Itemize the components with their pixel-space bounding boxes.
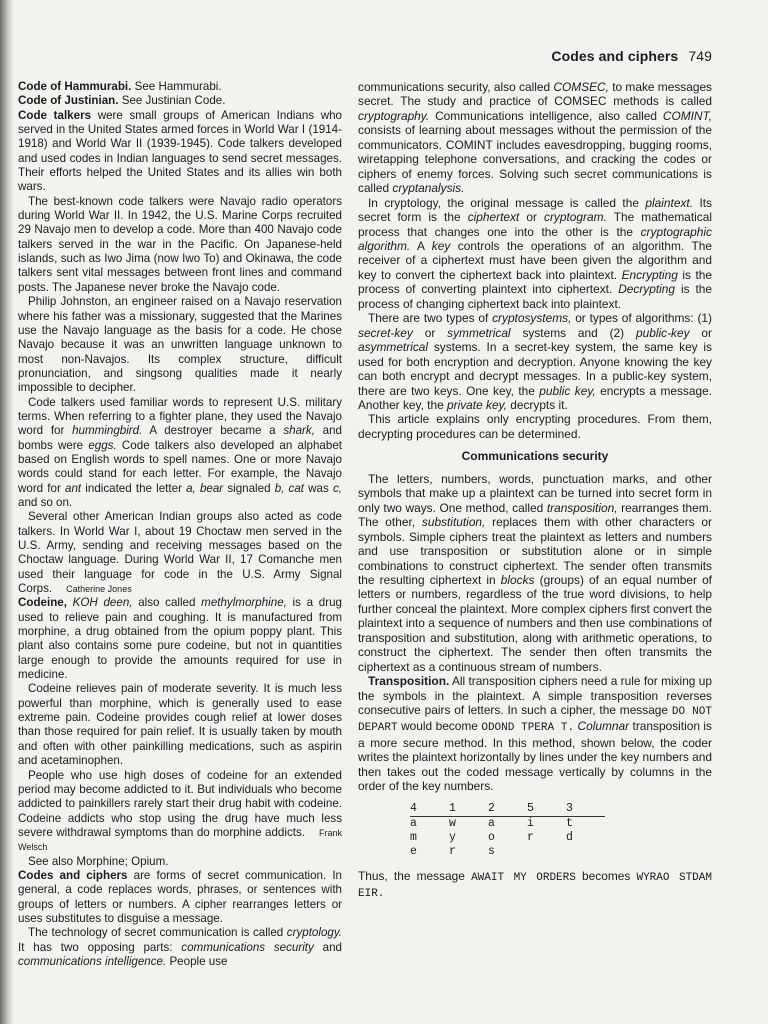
paragraph: Codeine relieves pain of moderate severity. It is much less powerful than morphine, which is generally used to ease extreme pain. Codeine provides cough relief at lower doses than those required for pain relief. It is usually taken by mouth and often with other painkilling medications, such as aspirin and acetaminophen. [18,682,342,768]
cell: t [566,816,573,830]
italic-term: shark, [283,424,315,438]
italic-term: hummingbird. [72,424,143,438]
italic-term: eggs. [88,438,117,452]
paragraph [18,926,342,969]
cell: a [488,816,495,830]
text-run: (groups) of an equal number of letters or numbers, regardless of the true word divisions, to help further conceal the plaintext. More complex ciphers first convert the plaintext into a sequence of numbers and then use combinations of transposition and substitution, along with arithmetic operations, to construct the ciphertext. The sender then often transmits the ciphertext as a continuous stream of numbers. [358,572,712,674]
author-signature: Frank Welsch [18,827,342,853]
italic-term: COMINT, [662,108,712,123]
example-message: AWAIT MY ORDERS [471,871,576,884]
section-subheading: Communications security [461,449,609,464]
text-run: is a drug used to relieve pain and coughing. It is manufactured from morphine, a drug obtained from the opium poppy plant. This plant also contains some pure codeine, but not in quantities large enough to provide the amounts required for use in medicine. [18,596,342,682]
italic-term: b, cat [274,481,304,495]
key-number: 5 [527,802,566,817]
example-ciphertext: ODOND TPERA T. [481,722,575,735]
italic-term: COMSEC, [553,80,609,94]
text-run: rearranges them. The other, [358,500,712,530]
italic-term: Columnar [577,719,630,734]
text-run: People use [166,954,228,968]
cell [566,845,605,859]
italic-term: ant [65,481,82,495]
text-run: becomes [575,868,637,883]
text-run: to make messages secret. The study and practice of COMSEC methods is called [358,80,713,109]
text-run: and so on. [18,495,73,509]
text-run: and bombs were [18,424,342,452]
paragraph [358,311,712,412]
header-title: Codes and ciphers [551,48,679,64]
pronunciation: KOH deen, [66,596,133,610]
entry-code-talkers [18,109,342,195]
entry-codes-and-ciphers [18,869,342,926]
italic-term: Decrypting [618,282,676,297]
see-also: See also Morphine; Opium. [28,854,169,868]
text-run: Communications intelligence, also called [429,108,663,123]
text-run: In cryptology, the original message is called the [368,195,646,210]
entry-codeine [18,596,342,682]
italic-term: plaintext. [645,195,693,210]
paragraph [358,196,712,312]
italic-term: blocks [500,572,535,587]
italic-term: cryptology. [286,926,342,940]
entry-term: Codes and ciphers [18,868,128,882]
text-run: indicated the letter [81,481,187,495]
cell: w [449,816,456,830]
example-message: DO NOT DEPART [358,706,712,735]
text-run: would become [397,719,482,734]
cell: m [410,830,417,844]
italic-term: substitution, [421,515,486,530]
left-column [18,80,342,969]
text-run: Thus, the message [358,868,472,883]
text-run: is the process of changing ciphertext back into plaintext. [358,282,712,311]
table-row [410,816,605,831]
text-run: encrypts a message. Another key, the [358,383,713,412]
text-run: It has two opposing parts: [18,940,182,954]
paragraph [358,80,712,196]
cell: d [566,830,573,844]
text-run: is the process of converting plaintext into ciphertext. [358,267,712,297]
text-run: or [689,325,712,340]
text-run: also called [132,596,202,610]
entry-code-of-justinian [18,94,342,108]
example-ciphertext: WYRAO STDAM EIR. [358,871,712,901]
entry-term: Code talkers [18,108,92,122]
italic-term: public-key [636,325,690,340]
italic-term: ciphertext [467,210,520,225]
cell: o [488,830,495,844]
key-number: 4 [410,802,449,817]
entry-term: Code of Justinian. [18,94,119,108]
paragraph [358,674,712,794]
page-number: 749 [688,48,712,64]
columnar-transposition-table [410,802,605,859]
text-run: and [313,940,342,954]
italic-term: cryptanalysis. [392,181,465,196]
cell: y [449,830,456,844]
text-run: Its secret form is the [358,195,712,225]
italic-term: cryptography. [358,108,430,123]
text-run: transposition is a more secure method. In this method, shown below, the coder writes the plaintext horizontally by lines under the key numbers and then takes out the coded message vertically by columns in the order of the key numbers. [358,719,712,794]
text-run: controls the operations of an algorithm. The receiver of a ciphertext must have been given the algorithm and key to convert the ciphertext back into plaintext. [358,238,712,282]
text-run: The letters, numbers, words, punctuation marks, and other symbols that make up a plaintext can be turned into secret form in only two ways. One method, called [358,471,712,515]
italic-term: c, [332,481,342,495]
italic-term: communications intelligence. [18,954,167,968]
italic-term: asymmetrical [358,340,429,355]
running-header [551,48,712,64]
text-run: The mathematical process that changes one into the other is the [358,210,712,239]
italic-term: cryptographic algorithm. [358,224,712,253]
italic-term: a, bear [186,481,224,495]
text-run: There are two types of [368,311,493,326]
italic-term: private key, [447,397,507,412]
italic-term: symmetrical [447,325,511,340]
table-row [410,831,605,845]
cell: a [410,816,417,830]
entry-text: are forms of secret communication. In general, a code replaces words, phrases, or sentences with groups of letters or numbers. A cipher rearranges letters or uses substitutes to disguise a message. [18,868,343,925]
cell: r [527,830,534,844]
text-run: The technology of secret communication is called [28,926,287,940]
cell: r [449,844,456,858]
paragraph [358,869,712,902]
text-run: People who use high doses of codeine for an extended period may become addicted to it. But individuals who become addicted to painkillers rarely start their drug habit with codeine. Codeine addicts who stop using the drug have much less severe withdrawal symptoms than do morphine addicts. [18,768,342,839]
entry-term: Code of Hammurabi. [18,80,132,93]
text-run: systems. In a secret-key system, the same key is used for both encryption and decryption. Anyone knowing the key can both encrypt and decrypt messages. In a public-key system, there are two keys. One key, the [358,340,712,398]
text-run: decrypts it. [506,397,568,412]
text-run: or [519,210,545,225]
key-number: 3 [566,802,605,817]
cell: e [410,844,417,858]
text-run: signaled [223,481,275,495]
text-run: was [304,481,333,495]
cell [527,845,566,859]
text-run: A destroyer became a [142,424,284,438]
italic-term: public key, [539,383,596,398]
table-row [410,845,605,859]
paragraph [18,396,342,511]
italic-term: methylmorphine, [201,596,287,610]
entry-text: See Justinian Code. [118,94,226,108]
paragraph [358,472,712,674]
entry-text: See Hammurabi. [131,80,222,93]
text-run: communications security, also called [358,80,554,94]
run-in-heading: Transposition. [368,674,450,689]
italic-term: cryptosystems, [492,311,572,326]
cell: i [527,816,534,830]
right-column [358,80,712,902]
paragraph [18,510,342,596]
paragraph: This article explains only encrypting procedures. From them, decrypting procedures can be determined. [358,412,712,441]
italic-term: secret-key [358,325,413,340]
cell: s [488,844,495,858]
text-run: or types of algorithms: (1) [571,311,712,326]
italic-term: communications security [181,940,314,954]
paragraph [18,769,342,855]
italic-term: transposition, [546,500,618,515]
italic-term: key [431,238,451,253]
paragraph: Philip Johnston, an engineer raised on a Navajo reservation where his father was a missionary, suggested that the Marines use the Navajo language as the basis for a code. He chose Navajo because it was an unwritten language unknown to most non-Navajos. Its complex structure, difficult pronunciation, and singsong qualities made it nearly impossible to decipher. [18,295,342,395]
key-row [410,802,605,817]
italic-term: cryptogram. [544,210,607,225]
text-run: All transposition ciphers need a rule for mixing up the symbols in the plaintext. A simple transposition reverses consecutive pairs of letters. In such a cipher, the message [358,674,712,718]
key-number: 1 [449,802,488,817]
text-run: or [412,325,448,340]
text-run: Code talkers also developed an alphabet based on English words to spell names. One or more Navajo words could stand for each letter. For example, the Navajo word for [18,438,342,495]
author-signature: Catherine Jones [66,584,132,595]
text-run: systems and (2) [510,325,637,340]
entry-code-of-hammurabi [18,80,342,94]
page-binding-shadow [0,0,14,1024]
text-run: Code talkers used familiar words to represent U.S. military terms. When referring to a fighter plane, they used the Navajo word for [18,395,342,438]
text-run: consists of learning about messages without the permission of the communicators. COMINT includes eavesdropping, bugging rooms, wiretapping telephone conversations, and cracking the codes or ciphers of enemy forces. Solving such secret communications is called [358,123,712,196]
entry-text: were small groups of American Indians who served in the United States armed forces in World War I (1914-1918) and World War II (1939-1945). Code talkers developed and used codes in Indian languages to send secret messages. Their efforts helped the United States and its allies win both wars. [18,108,342,194]
paragraph: The best-known code talkers were Navajo radio operators during World War II. In 1942, the U.S. Marine Corps recruited 29 Navajo men to develop a code. More than 400 Navajo code talkers served in the war in the Pacific. On Japanese-held islands, such as Iwo Jima (now Iwo To) and Okinawa, the code talkers sent vital messages between front lines and command posts. The Japanese never broke the Navajo code. [18,194,342,294]
text-run: replaces them with other characters or symbols. Simple ciphers treat the plaintext as letters and numbers and use transposition or substitution alone or in simple combinations to construct ciphertext. The sender often transmits the resulting ciphertext in [358,515,712,587]
key-number: 2 [488,802,527,817]
text-run: A [410,238,432,253]
italic-term: Encrypting [621,267,678,282]
text-run: Several other American Indian groups also acted as code talkers. In World War I, about 19 Choctaw men served in the U.S. Army, sending and receiving messages based on the Choctaw language. During World War II, 17 Comanche men used their language for code in the U.S. Army Signal Corps. [18,510,342,596]
entry-term: Codeine, [18,596,67,610]
